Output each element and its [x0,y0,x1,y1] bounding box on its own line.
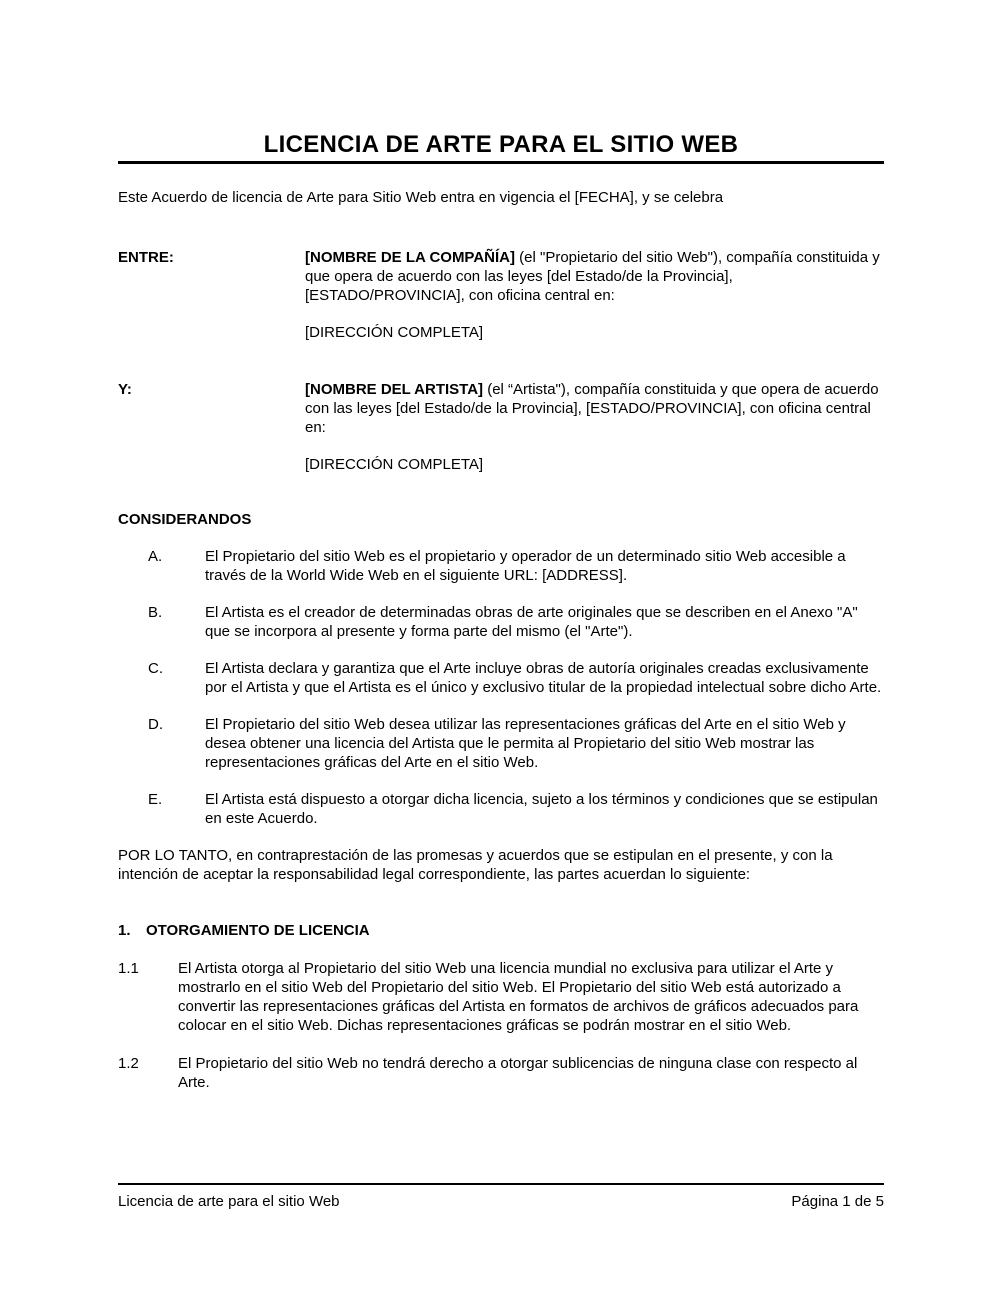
party-block-artist [118,380,884,474]
clause-number: 1.1 [118,960,139,977]
intro-paragraph: Este Acuerdo de licencia de Arte para Sitio Web entra en vigencia el [FECHA], y se celebra [118,189,724,206]
recital-item-e [118,790,884,828]
title-rule [118,161,884,164]
company-name-placeholder: [NOMBRE DE LA COMPAÑÍA] [305,249,515,266]
recital-item-b [118,603,884,641]
footer-row [118,1192,884,1211]
party-label-y: Y: [118,381,132,398]
recital-text: El Propietario del sitio Web desea utilizar las representaciones gráficas del Arte en el sitio Web y desea obtener una licencia del Artista que le permita al Propietario del sitio Web mostrar las representaciones gráficas del Arte en el sitio Web. [205,716,846,771]
artist-address-placeholder: [DIRECCIÓN COMPLETA] [305,456,484,473]
recital-text: El Artista es el creador de determinadas obras de arte originales que se describen en el Anexo "A" que se incorpora al presente y forma parte del mismo (el "Arte"). [205,604,858,640]
therefore-paragraph: POR LO TANTO, en contraprestación de las promesas y acuerdos que se estipulan en el presente, y con la intención de aceptar la responsabilidad legal correspondiente, las partes acuerdan lo siguiente: [118,847,833,883]
recital-letter: B. [148,604,163,621]
clause-number: 1.2 [118,1055,139,1072]
party-company-description [305,248,884,305]
recital-item-a [118,547,884,585]
recitals-heading: CONSIDERANDOS [118,511,252,528]
recital-letter: E. [148,791,163,808]
footer-rule [118,1183,884,1185]
recital-text: El Propietario del sitio Web es el propietario y operador de un determinado sitio Web accesible a través de la World Wide Web en el siguiente URL: [ADDRESS]. [205,548,846,584]
party-block-company [118,248,884,342]
clause-1-1 [118,959,884,1035]
section-1-title: OTORGAMIENTO DE LICENCIA [146,922,370,939]
recital-text: El Artista está dispuesto a otorgar dicha licencia, sujeto a los términos y condiciones que se estipulan en este Acuerdo. [205,791,878,827]
recital-item-c [118,659,884,697]
footer-page-number: Página 1 de 5 [791,1193,884,1210]
section-1-number: 1. [118,922,131,939]
party-label-entre: ENTRE: [118,249,174,266]
recital-letter: A. [148,548,163,565]
company-address-placeholder: [DIRECCIÓN COMPLETA] [305,324,484,341]
party-artist-description [305,380,884,437]
clause-text: El Propietario del sitio Web no tendrá derecho a otorgar sublicencias de ninguna clase con respecto al Arte. [178,1055,858,1091]
page-footer [118,1183,884,1211]
party-artist-body [305,380,884,474]
footer-document-name: Licencia de arte para el sitio Web [118,1193,340,1210]
party-company-description-rest: (el "Propietario del sitio Web"), compañía constituida y que opera de acuerdo con las leyes [del Estado/de la Provincia], [ESTADO/PROVINCIA], con oficina central en: [305,249,880,304]
party-company-body [305,248,884,342]
clause-text: El Artista otorga al Propietario del sitio Web una licencia mundial no exclusiva para utilizar el Arte y mostrarlo en el sitio Web del Propietario del sitio Web. El Propietario del sitio Web está autorizado a convertir las representaciones gráficas del Artista en formatos de archivos de gráficos adecuados para colocar en el sitio Web. Dichas representaciones gráficas se podrán mostrar en el sitio Web. [178,960,859,1034]
page-title: LICENCIA DE ARTE PARA EL SITIO WEB [263,131,739,158]
recital-letter: D. [148,716,163,733]
recital-item-d [118,715,884,772]
clause-1-2 [118,1054,884,1092]
recital-letter: C. [148,660,163,677]
party-artist-description-rest: (el “Artista"), compañía constituida y que opera de acuerdo con las leyes [del Estado/de la Provincia], [ESTADO/PROVINCIA], con oficina central en: [305,381,879,436]
recital-text: El Artista declara y garantiza que el Arte incluye obras de autoría originales creadas exclusivamente por el Artista y que el Artista es el único y exclusivo titular de la propiedad intelectual sobre dicho Arte. [205,660,882,696]
section-1-heading [118,921,884,940]
artist-name-placeholder: [NOMBRE DEL ARTISTA] [305,381,484,398]
